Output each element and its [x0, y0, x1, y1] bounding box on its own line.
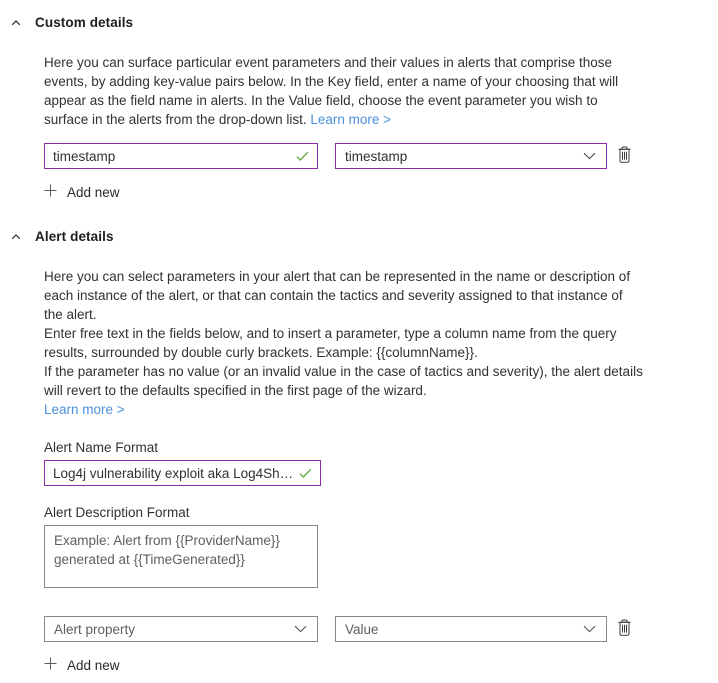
- custom-details-description: [44, 53, 644, 129]
- alert-property-value-dropdown[interactable]: [335, 616, 607, 642]
- add-new-label: Add new: [67, 184, 120, 200]
- alert-details-header[interactable]: [10, 226, 718, 247]
- alert-name-format-input[interactable]: [45, 466, 299, 481]
- add-new-button[interactable]: [44, 657, 120, 673]
- value-dropdown-selected: timestamp: [345, 148, 408, 164]
- custom-detail-value-dropdown[interactable]: [335, 143, 607, 169]
- custom-details-description-text: Here you can surface particular event parameters and their values in alerts that comprise those events, by adding key-value pairs below. In the Key field, enter a name of your choosing that will appear as the field name in alerts. In the Value field, choose the event parameter you wish to surface in the alerts from the drop-down list.: [44, 55, 619, 127]
- plus-icon: [44, 184, 57, 200]
- alert-details-paragraph-3: If the parameter has no value (or an invalid value in the case of tactics and severity), the alert details will revert to the defaults specified in the first page of the wizard.: [44, 364, 643, 398]
- alert-details-title: Alert details: [35, 229, 114, 244]
- add-new-label: Add new: [67, 657, 120, 673]
- delete-row-button[interactable]: [615, 618, 634, 640]
- custom-details-body: [44, 53, 718, 200]
- trash-icon: [617, 146, 632, 166]
- alert-details-paragraph-2: Enter free text in the fields below, and to insert a parameter, type a column name from the query results, surrounded by double curly brackets. Example: {{columnName}}.: [44, 326, 617, 360]
- custom-details-row: [44, 143, 718, 169]
- delete-row-button[interactable]: [615, 145, 634, 167]
- plus-icon: [44, 657, 57, 673]
- key-input[interactable]: [45, 149, 296, 164]
- alert-details-description: [44, 267, 644, 419]
- value-placeholder: Value: [345, 621, 379, 637]
- custom-details-header[interactable]: [10, 12, 718, 33]
- add-new-button[interactable]: [44, 184, 120, 200]
- learn-more-link[interactable]: Learn more >: [44, 402, 125, 417]
- check-icon: [296, 151, 317, 162]
- check-icon: [299, 468, 320, 479]
- alert-description-format-textarea[interactable]: [44, 525, 318, 588]
- section-alert-details: [10, 226, 718, 673]
- custom-detail-key-field[interactable]: [44, 143, 318, 169]
- alert-property-row: [44, 616, 718, 642]
- alert-property-placeholder: Alert property: [54, 621, 136, 637]
- chevron-down-icon: [294, 625, 307, 633]
- learn-more-link[interactable]: Learn more >: [310, 112, 392, 127]
- chevron-up-icon: [10, 231, 22, 243]
- trash-icon: [617, 619, 632, 639]
- chevron-down-icon: [583, 152, 596, 160]
- alert-details-body: [44, 267, 718, 673]
- alert-name-format-field[interactable]: [44, 460, 321, 486]
- alert-description-format-label: Alert Description Format: [44, 505, 190, 520]
- chevron-up-icon: [10, 17, 22, 29]
- alert-details-paragraph-1: Here you can select parameters in your alert that can be represented in the name or description of each instance of the alert, or that can contain the tactics and severity assigned to that instance of the alert.: [44, 269, 631, 322]
- alert-name-format-label: Alert Name Format: [44, 440, 159, 455]
- alert-property-dropdown[interactable]: [44, 616, 318, 642]
- chevron-down-icon: [583, 625, 596, 633]
- section-custom-details: [10, 12, 718, 200]
- custom-details-title: Custom details: [35, 15, 134, 30]
